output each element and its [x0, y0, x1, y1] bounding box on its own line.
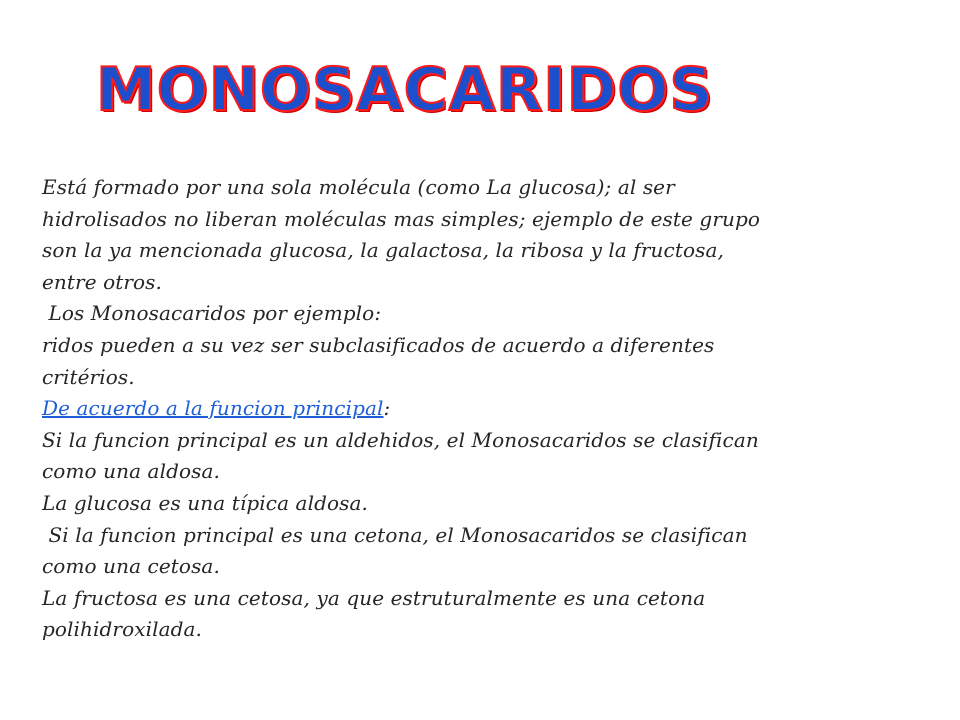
- body-line: como una aldosa.: [42, 459, 220, 484]
- body-line: hidrolisados no liberan moléculas mas simples; ejemplo de este grupo: [42, 206, 761, 231]
- body-line: ridos pueden a su vez ser subclasificados de acuerdo a diferentes: [42, 332, 715, 357]
- link-line: [42, 393, 862, 425]
- body-line: Los Monosacaridos por ejemplo:: [42, 301, 382, 326]
- link-suffix: :: [383, 396, 391, 421]
- body-line: critérios.: [42, 364, 135, 389]
- body-line: Está formado por una sola molécula (como La glucosa); al ser: [42, 175, 675, 199]
- body-line: Si la funcion principal es un aldehidos, el Monosacaridos se clasifican: [42, 427, 759, 452]
- slide-title: MONOSACARIDOS: [96, 55, 714, 125]
- body-line: Si la funcion principal es una cetona, el Monosacaridos se clasifican: [42, 522, 748, 547]
- body-line: son la ya mencionada glucosa, la galactosa, la ribosa y la fructosa,: [42, 238, 724, 263]
- body-line: entre otros.: [42, 269, 163, 294]
- body-line: La fructosa es una cetosa, ya que estruturalmente es una cetona: [42, 585, 706, 610]
- body-line: polihidroxilada.: [42, 617, 202, 642]
- body-line: como una cetosa.: [42, 554, 220, 579]
- body-line: La glucosa es una típica aldosa.: [42, 490, 368, 515]
- funcion-principal-link[interactable]: De acuerdo a la funcion principal: [42, 396, 384, 421]
- slide-body: [42, 172, 862, 646]
